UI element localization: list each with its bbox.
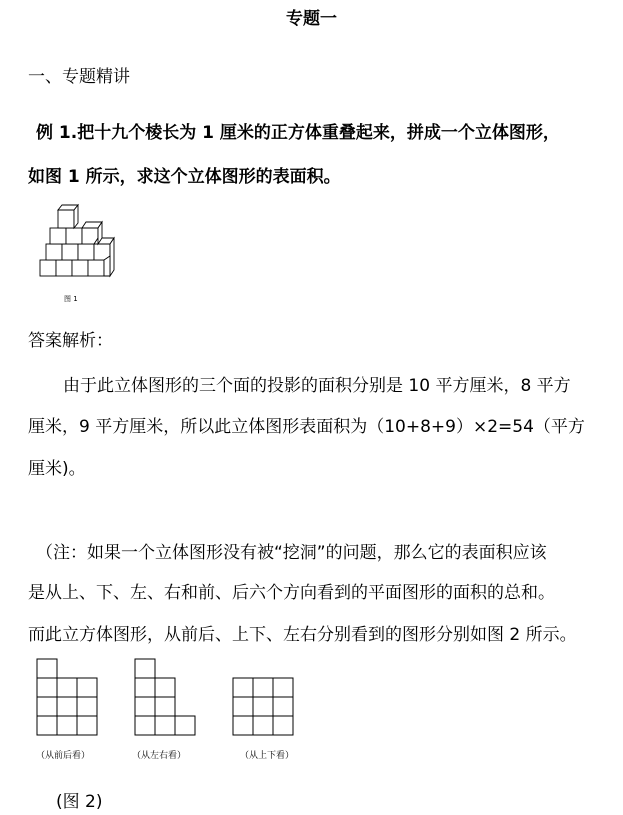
example-line-2: 如图 1 所示，求这个立体图形的表面积。 bbox=[28, 167, 341, 187]
figure-2-caption: (图 2) bbox=[56, 792, 103, 812]
view-left-right-caption: （从左右看） bbox=[132, 751, 187, 761]
note-line-3: 而此立方体图形，从前后、上下、左右分别看到的图形分别如图 2 所示。 bbox=[28, 625, 577, 645]
answer-heading: 答案解析： bbox=[28, 331, 113, 351]
note-line-2: 是从上、下、左、右和前、后六个方向看到的平面图形的面积的总和。 bbox=[28, 583, 555, 603]
section-heading: 一、专题精讲 bbox=[28, 67, 130, 87]
answer-line-2: 厘米，9 平方厘米，所以此立体图形表面积为（10+8+9）×2=54（平方 bbox=[28, 417, 585, 437]
figure-1-caption: 图 1 bbox=[64, 295, 78, 303]
note-line-1: （注：如果一个立体图形没有被“挖洞”的问题，那么它的表面积应该 bbox=[36, 543, 547, 563]
figure-1-cube-stack bbox=[36, 200, 116, 288]
view-front-back-caption: （从前后看） bbox=[36, 751, 91, 761]
view-front-back-grid bbox=[36, 658, 98, 738]
view-top-bottom-caption: （从上下看） bbox=[240, 751, 295, 761]
answer-line-1: 由于此立体图形的三个面的投影的面积分别是 10 平方厘米，8 平方 bbox=[63, 376, 571, 396]
page-title: 专题一 bbox=[286, 9, 337, 29]
example-line-1: 例 1.把十九个棱长为 1 厘米的正方体重叠起来，拼成一个立体图形， bbox=[36, 123, 560, 143]
view-left-right-grid bbox=[134, 658, 196, 738]
view-top-bottom-grid bbox=[232, 677, 294, 737]
answer-line-3: 厘米)。 bbox=[28, 459, 86, 479]
